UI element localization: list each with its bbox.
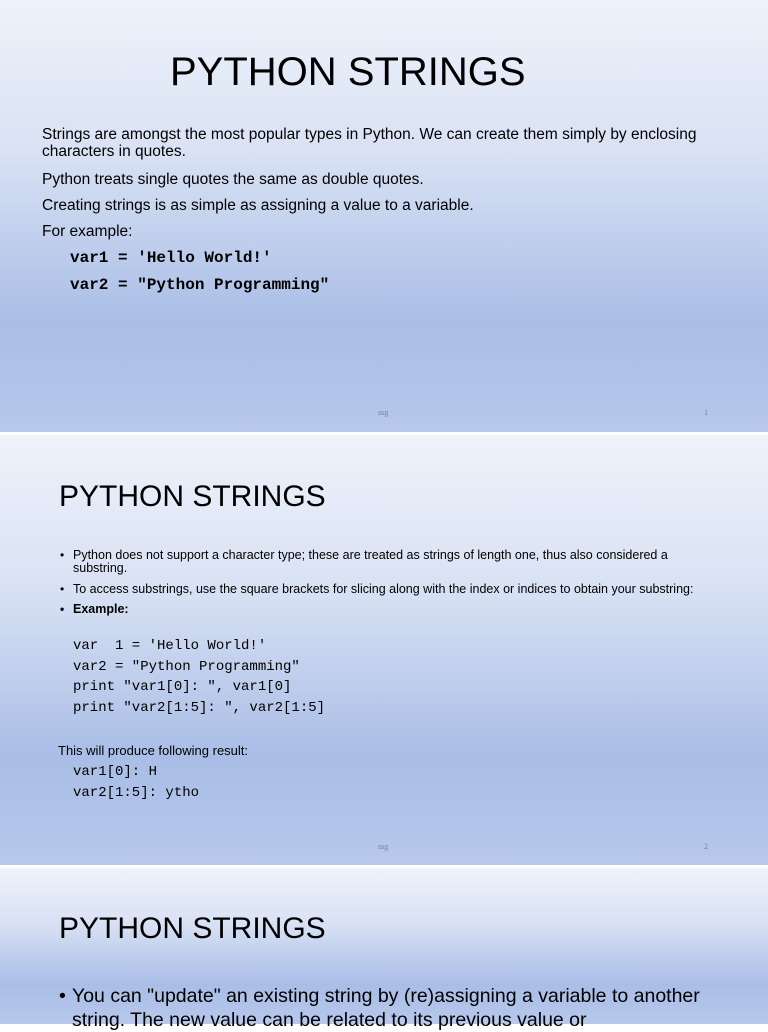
- slide-2-footer: ssg: [378, 842, 389, 851]
- slide-1-code-line-1: var1 = 'Hello World!': [70, 249, 272, 267]
- slide-2-bullet-2: • To access substrings, use the square brackets for slicing along with the index or indices to obtain your substring:: [60, 582, 694, 596]
- slide-1-code-line-2: var2 = "Python Programming": [70, 276, 330, 294]
- slide-2-result-label: This will produce following result:: [58, 743, 249, 758]
- slide-2-code-line-1: var 1 = 'Hello World!': [73, 638, 267, 654]
- bullet-icon: •: [60, 582, 65, 596]
- slide-2-code-line-2: var2 = "Python Programming": [73, 659, 300, 675]
- slide-2-bullet-3: • Example:: [60, 602, 129, 616]
- slide-1-paragraph-1: Strings are amongst the most popular types in Python. We can create them simply by enclosing characters in quotes.: [42, 126, 697, 160]
- slide-1-paragraph-2: Python treats single quotes the same as double quotes.: [42, 171, 424, 188]
- slide-1-title: PYTHON STRINGS: [170, 50, 526, 94]
- bullet-icon: •: [59, 985, 66, 1007]
- slide-2-code-line-3: print "var1[0]: ", var1[0]: [73, 679, 292, 695]
- slide-2-result-line-2: var2[1:5]: ytho: [73, 785, 200, 801]
- slide-1-paragraph-3: Creating strings is as simple as assigning a value to a variable.: [42, 197, 474, 214]
- slide-3-bullet-1: • You can "update" an existing string by (re)assigning a variable to another string. The new value can be related to its previous value or: [59, 985, 700, 1031]
- slide-1-page-number: 1: [704, 408, 708, 417]
- slide-3-title: PYTHON STRINGS: [59, 912, 326, 945]
- bullet-icon: •: [60, 548, 65, 562]
- slide-2-title: PYTHON STRINGS: [59, 480, 326, 513]
- slide-2-bullet-1: • Python does not support a character type; these are treated as strings of length one, thus also considered a substring.: [60, 548, 668, 575]
- slide-2-page-number: 2: [704, 842, 708, 851]
- slide-2-bullet-list: [59, 549, 709, 624]
- slide-1-paragraph-4: For example:: [42, 223, 133, 240]
- bullet-icon: •: [60, 602, 65, 616]
- slide-2-code-line-4: print "var2[1:5]: ", var2[1:5]: [73, 700, 326, 716]
- slide-1-footer: ssg: [378, 408, 389, 417]
- slide-2-result-line-1: var1[0]: H: [73, 764, 158, 780]
